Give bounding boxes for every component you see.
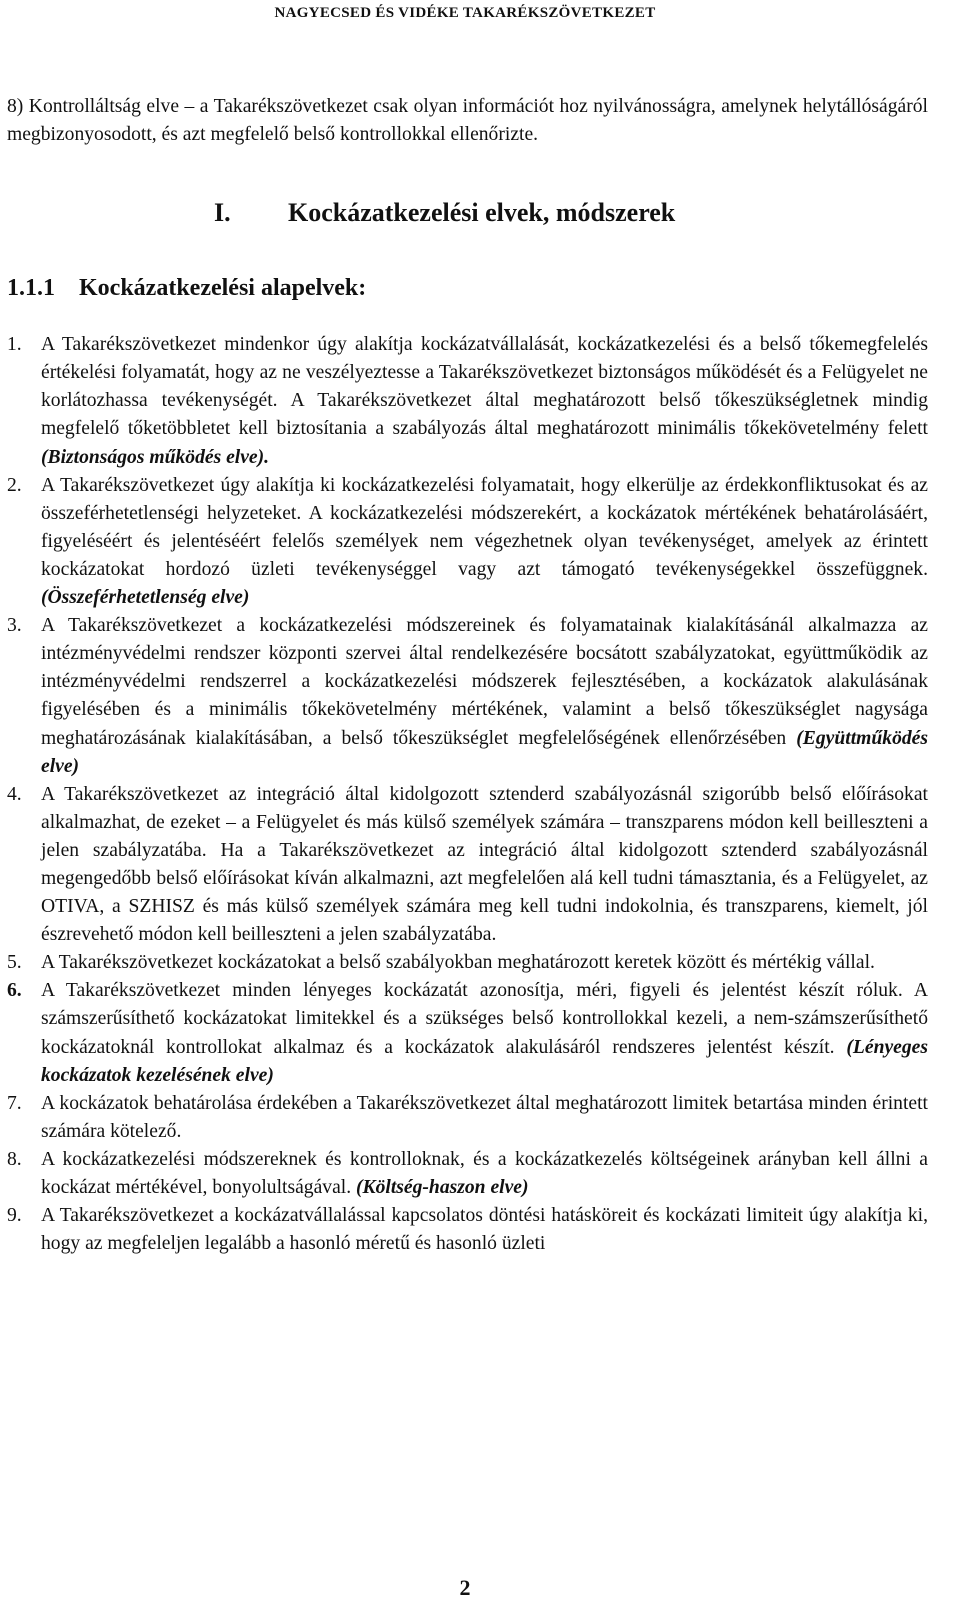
subsection-number: 1.1.1 (7, 275, 55, 302)
principles-list (7, 331, 928, 1258)
item-number: 4. (7, 783, 22, 805)
item-number: 9. (7, 1205, 22, 1227)
item-principle-name: (Lényeges kockázatok kezelésének elve) (41, 1036, 928, 1086)
list-item (7, 949, 928, 977)
page-number: 2 (459, 1575, 471, 1600)
page-body (7, 93, 928, 1258)
item-text: A Takarékszövetkezet az integráció által kidolgozott sztenderd szabályozásnál szigorúbb belső előírásokat alkalmazhat, de ezeket – a Felügyelet és más külső személyek számára – transzparens módon kell beilleszteni a jelen szabályzatába. Ha a Takarékszövetkezet az integráció által kidolgozott sztenderd szabályozásnál megengedőbb belső előírásokat kíván alkalmazni, azt megfelelően alá kell tudni támasztania, és a Felügyelet, az OTIVA, a SZHISZ és más külső személyek számára meg kell tudni indokolnia, és transzparens, kiemelt, jól észrevehető módon kell beilleszteni a jelen szabályzatába. (41, 783, 928, 946)
list-item (7, 612, 928, 781)
list-item (7, 781, 928, 950)
item-number: 1. (7, 334, 22, 356)
item-text: A Takarékszövetkezet a kockázatvállalással kapcsolatos döntési hatásköreit és kockázati limiteit úgy alakítja ki, hogy az megfeleljen legalább a hasonló méretű és hasonló üzleti (41, 1205, 928, 1255)
item-principle-name: (Együttműködés elve) (41, 727, 928, 777)
item-text: A Takarékszövetkezet kockázatokat a belső szabályokban meghatározott keretek között és mértékig vállal. (41, 952, 875, 974)
item-number: 5. (7, 952, 22, 974)
item-number: 7. (7, 1092, 22, 1114)
item-text: A Takarékszövetkezet úgy alakítja ki kockázatkezelési folyamatait, hogy elkerülje az érdekkonfliktusokat és az összeférhetetlenségi helyzeteket. A kockázatkezelési módszerekért, a kockázatok mértékének behatárolásáért, figyeléséért és jelentéséért felelős személyek nem végezhetnek olyan tevékenységet, amelyek az érintett kockázatokat hordozó üzleti tevékenységgel vagy azt támogató tevékenységekkel összefüggnek. (Összeférhetetlenség elve) (41, 474, 928, 609)
item-number: 6. (7, 980, 22, 1002)
subsection-title: Kockázatkezelési alapelvek: (79, 275, 367, 302)
list-item (7, 1202, 928, 1258)
item-principle-name: (Költség-haszon elve) (356, 1177, 529, 1198)
item-principle-name: (Összeférhetetlenség elve) (41, 587, 250, 609)
list-item (7, 977, 928, 1089)
section-number: I. (214, 198, 231, 228)
item-number: 8. (7, 1148, 22, 1170)
intro-paragraph: 8) Kontrolláltság elve – a Takarékszövetkezet csak olyan információt hoz nyilvánosságra, amelynek helytállóságáról megbizonyosodott, és azt megfelelő belső kontrollokkal ellenőrizte. (7, 96, 928, 146)
document-header: NAGYECSED ÉS VIDÉKE TAKARÉKSZÖVETKEZET (274, 5, 656, 21)
list-item (7, 1146, 928, 1202)
item-text: A kockázatkezelési módszereknek és kontrolloknak, és a kockázatkezelés költségeinek arányban kell állni a kockázat mértékével, bonyolultságával. (Költség-haszon elve) (41, 1148, 928, 1198)
list-item (7, 1090, 928, 1146)
section-title: Kockázatkezelési elvek, módszerek (288, 198, 676, 228)
item-number: 3. (7, 615, 22, 637)
item-text: A Takarékszövetkezet mindenkor úgy alakítja kockázatvállalását, kockázatkezelési és a belső tőkemegfelelés értékelési folyamatát, hogy az ne veszélyeztesse a Takarékszövetkezet biztonságos működését és a Felügyelet ne korlátozhassa tevékenységét. A Takarékszövetkezet által meghatározott belső tőkeszükségletnek mindig megfelelő tőketöbbletet kell biztosítania a szabályozás által meghatározott minimális tőkekövetelmény felett (Biztonságos működés elve). (41, 334, 928, 468)
list-item (7, 472, 928, 612)
item-number: 2. (7, 474, 22, 496)
subsection-heading (7, 273, 928, 303)
item-principle-name: (Biztonságos működés elve). (41, 446, 270, 468)
list-item (7, 331, 928, 471)
section-heading (7, 197, 928, 229)
item-text: A Takarékszövetkezet minden lényeges kockázatát azonosítja, méri, figyeli és jelentést készít róluk. A számszerűsíthető kockázatokat limitekkel és a szükséges belső kontrollokkal kezeli, a nem-számszerűsíthető kockázatoknál kontrollokat alkalmaz és a kockázatok alakulásáról rendszeres jelentést készít. (Lényeges kockázatok kezelésének elve) (41, 980, 928, 1086)
item-text: A kockázatok behatárolása érdekében a Takarékszövetkezet által meghatározott limitek betartása minden érintett számára kötelező. (41, 1092, 928, 1142)
item-text: A Takarékszövetkezet a kockázatkezelési módszereinek és folyamatainak kialakításánál alkalmazza az intézményvédelmi rendszer központi szervei által rendelkezésére bocsátott szabályzatokat, együttműködik az intézményvédelmi rendszerrel a kockázatkezelési módszerek fejlesztésében, a kockázatok alakulásának figyelésében és a minimális tőkekövetelmény mértékének, valamint a belső tőkeszükséglet nagysága meghatározásának kialakításában, a belső tőkeszükséglet megfelelőségének ellenőrzésében (Együttműködés elve) (41, 615, 928, 777)
